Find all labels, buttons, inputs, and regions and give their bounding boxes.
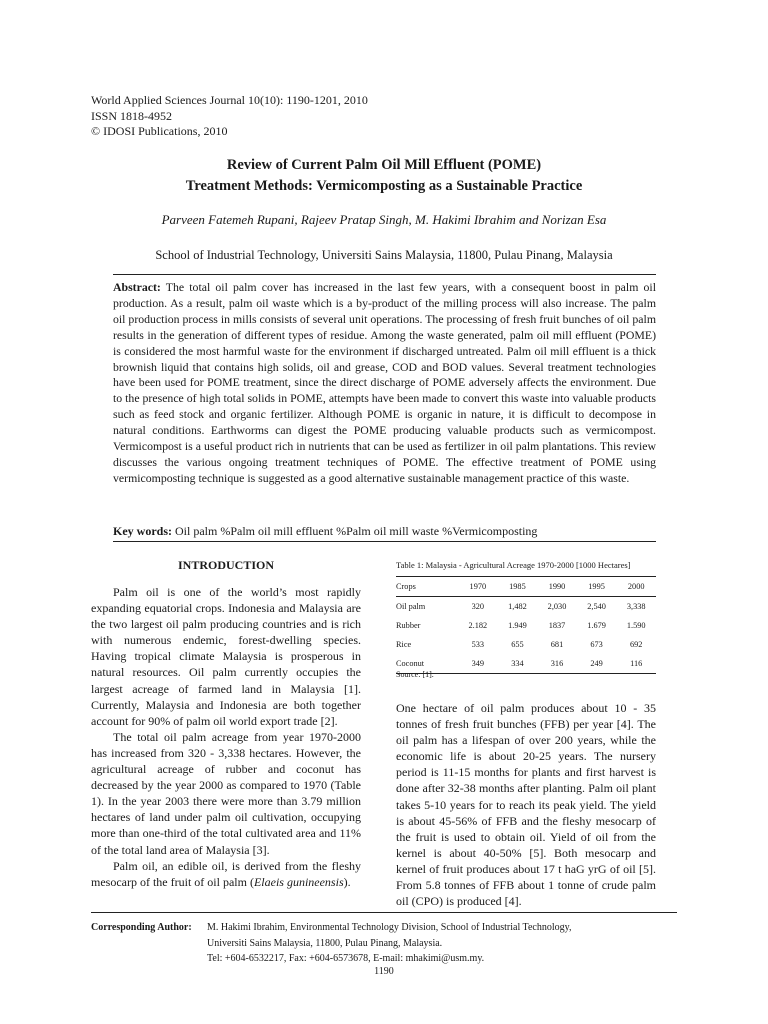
keywords-bottom-rule: [113, 541, 656, 542]
table-cell: 2,540: [587, 602, 606, 611]
corresponding-line-1: M. Hakimi Ibrahim, Environmental Technology Division, School of Industrial Technology,: [207, 922, 572, 933]
table-header-cell: 1985: [509, 582, 526, 591]
intro-paragraph-2: The total oil palm acreage from year 1970-2000 has increased from 320 - 3,338 hectares. However, the agricultural acreage of rubber and coconut has decreased by the year 2000 as compared to 1970 (Table 1). In the year 2003 there were more than 3.79 million hectares of land under palm oil cultivation, occupying more than one-third of the total cultivated area and 11% of the total land area of Malaysia [3].: [91, 729, 361, 857]
table-cell: 681: [550, 640, 564, 649]
abstract-top-rule: [113, 274, 656, 275]
species-name: Elaeis gunineensis: [253, 874, 344, 889]
corresponding-line-2: Universiti Sains Malaysia, 11800, Pulau Pinang, Malaysia.: [207, 937, 443, 949]
intro-p3-end: ).: [343, 874, 351, 889]
table-cell: 116: [630, 659, 643, 668]
abstract: [113, 280, 656, 487]
journal-info: [91, 93, 368, 140]
page-number: 1190: [374, 966, 394, 977]
table-cell: Oil palm: [396, 602, 426, 611]
table-header-cell: Crops: [396, 582, 416, 591]
table-cell: 655: [511, 640, 524, 649]
table-cell: 533: [471, 640, 485, 649]
table-cell: 1.679: [587, 621, 606, 630]
intro-paragraph-3: [91, 858, 361, 890]
table-cell: 2.182: [468, 621, 488, 630]
acreage-table: [396, 576, 656, 674]
table-cell: 320: [471, 602, 485, 611]
keywords-text: Oil palm %Palm oil mill effluent %Palm oil mill waste %Vermicomposting: [175, 524, 538, 538]
table-header-cell: 1990: [548, 582, 566, 591]
table-cell: Rubber: [396, 621, 421, 630]
table-cell: 2,030: [547, 602, 567, 611]
table-cell: 1,482: [508, 602, 527, 611]
journal-citation: World Applied Sciences Journal 10(10): 1190-1201, 2010: [91, 93, 368, 107]
table-cell: 334: [511, 659, 524, 668]
abstract-label: Abstract:: [113, 280, 161, 294]
table-cell: 1837: [548, 621, 566, 630]
intro-paragraph-4: One hectare of oil palm produces about 10 - 35 tonnes of fresh fruit bunches (FFB) per year [4]. The oil palm has a lifespan of over 200 years, while the economic life is about 20-25 years. The nursery period is 11-15 months for plants and first harvest is done after 32-38 months after planting. Palm oil plant takes 5-10 years for to reach its peak yield. The yield is about 45-56% of FFB and the fleshy mesocarp of the fruit is used to obtain oil. Yield of oil from the kernel is about 40-50% [5]. Both mesocarp and kernel of fruit produces about 17 t haG yrG of oil [5]. From 5.8 tonnes of FFB about 1 tonne of crude palm oil (CPO) is produced [4].: [396, 701, 656, 909]
table-header-cell: 1970: [469, 582, 487, 591]
affiliation: School of Industrial Technology, Universiti Sains Malaysia, 11800, Pulau Pinang, Malaysia: [155, 248, 613, 262]
table-cell: 249: [590, 659, 603, 668]
keywords: [113, 524, 537, 539]
corresponding-line-3: Tel: +604-6532217, Fax: +604-6573678, E-mail: mhakimi@usm.my.: [207, 953, 485, 964]
table-source: Source: [1].: [396, 670, 434, 679]
table-row: [396, 654, 656, 674]
table-row: [396, 616, 656, 635]
footer-rule: [91, 912, 677, 913]
journal-issn: ISSN 1818-4952: [91, 108, 173, 123]
table-cell: 1.590: [626, 621, 646, 630]
table-header-cell: 2000: [627, 582, 645, 591]
table-row: [396, 597, 656, 617]
table-cell: 692: [629, 640, 643, 649]
table-cell: Coconut: [396, 659, 425, 668]
abstract-text: The total oil palm cover has increased in the last few years, with a consequent boost in palm oil production. As a result, palm oil waste which is a by-product of the milling process will also increase. The palm oil production process in mills consists of several unit operations. The processing of fresh fruit bunches of oil palm results in the generation of different types of residue. Among the waste generated, palm oil mill effluent (POME) is considered the most harmful waste for the environment if discharged untreated. Palm oil mill effluent is a thick brownish liquid that contains high solids, oil and grease, COD and BOD values. Several treatment technologies have been used for POME treatment, since the direct discharge of POME adversely affects the environment. Due to the presence of high total solids in POME, attempts have been made to convert this waste into valuable products such as feed stock and organic fertilizer. Although POME is organic in nature, it is difficult to decompose in natural conditions. Earthworms can digest the POME producing valuable products such as vermicompost. Vermicompost is a useful product rich in nutrients that can be used as fertilizer in oil palm plantations. This review discusses the various ongoing treatment techniques of POME. The effective treatment of POME using vermicomposting technique is suggested as a good alternative sustainable management practice of this waste.: [113, 280, 656, 485]
left-column: [91, 584, 361, 890]
table-header-cell: 1995: [588, 582, 605, 591]
keywords-label: Key words:: [113, 524, 172, 538]
table-cell: 3,338: [626, 602, 646, 611]
table-cell: Rice: [396, 640, 412, 649]
table-cell: 673: [590, 640, 603, 649]
introduction-heading: INTRODUCTION: [177, 558, 274, 572]
table-header-row: [396, 577, 656, 597]
table-cell: 349: [471, 659, 485, 668]
table-row: [396, 635, 656, 654]
title-line-1: Review of Current Palm Oil Mill Effluent (POME): [226, 157, 542, 173]
table-cell: 316: [550, 659, 564, 668]
table-caption: Table 1: Malaysia - Agricultural Acreage 1970-2000 [1000 Hectares]: [396, 560, 631, 570]
paper-title: [0, 155, 768, 197]
right-column: [396, 700, 656, 909]
table-cell: 1.949: [508, 621, 527, 630]
title-line-2: Treatment Methods: Vermicomposting as a Sustainable Practice: [185, 178, 583, 194]
intro-paragraph-1: Palm oil is one of the world’s most rapidly expanding equatorial crops. Indonesia and Malaysia are the two largest oil palm producing countries and is rich with numerous endemic, forest-dwelling species. Having tropical climate Malaysia is prosperous in natural resources. Oil palm currently occupies the largest acreage of farmed land in Malaysia [1]. Currently, Malaysia and Indonesia are both together account for 90% of palm oil world export trade [2].: [91, 585, 361, 728]
corresponding-author: [91, 920, 571, 967]
journal-copyright: © IDOSI Publications, 2010: [91, 124, 228, 138]
corresponding-label: Corresponding Author:: [91, 922, 192, 933]
authors: Parveen Fatemeh Rupani, Rajeev Pratap Singh, M. Hakimi Ibrahim and Norizan Esa: [161, 212, 607, 227]
intro-p3-start: Palm oil, an edible oil, is derived from the fleshy mesocarp of the fruit of oil palm (: [91, 858, 361, 889]
